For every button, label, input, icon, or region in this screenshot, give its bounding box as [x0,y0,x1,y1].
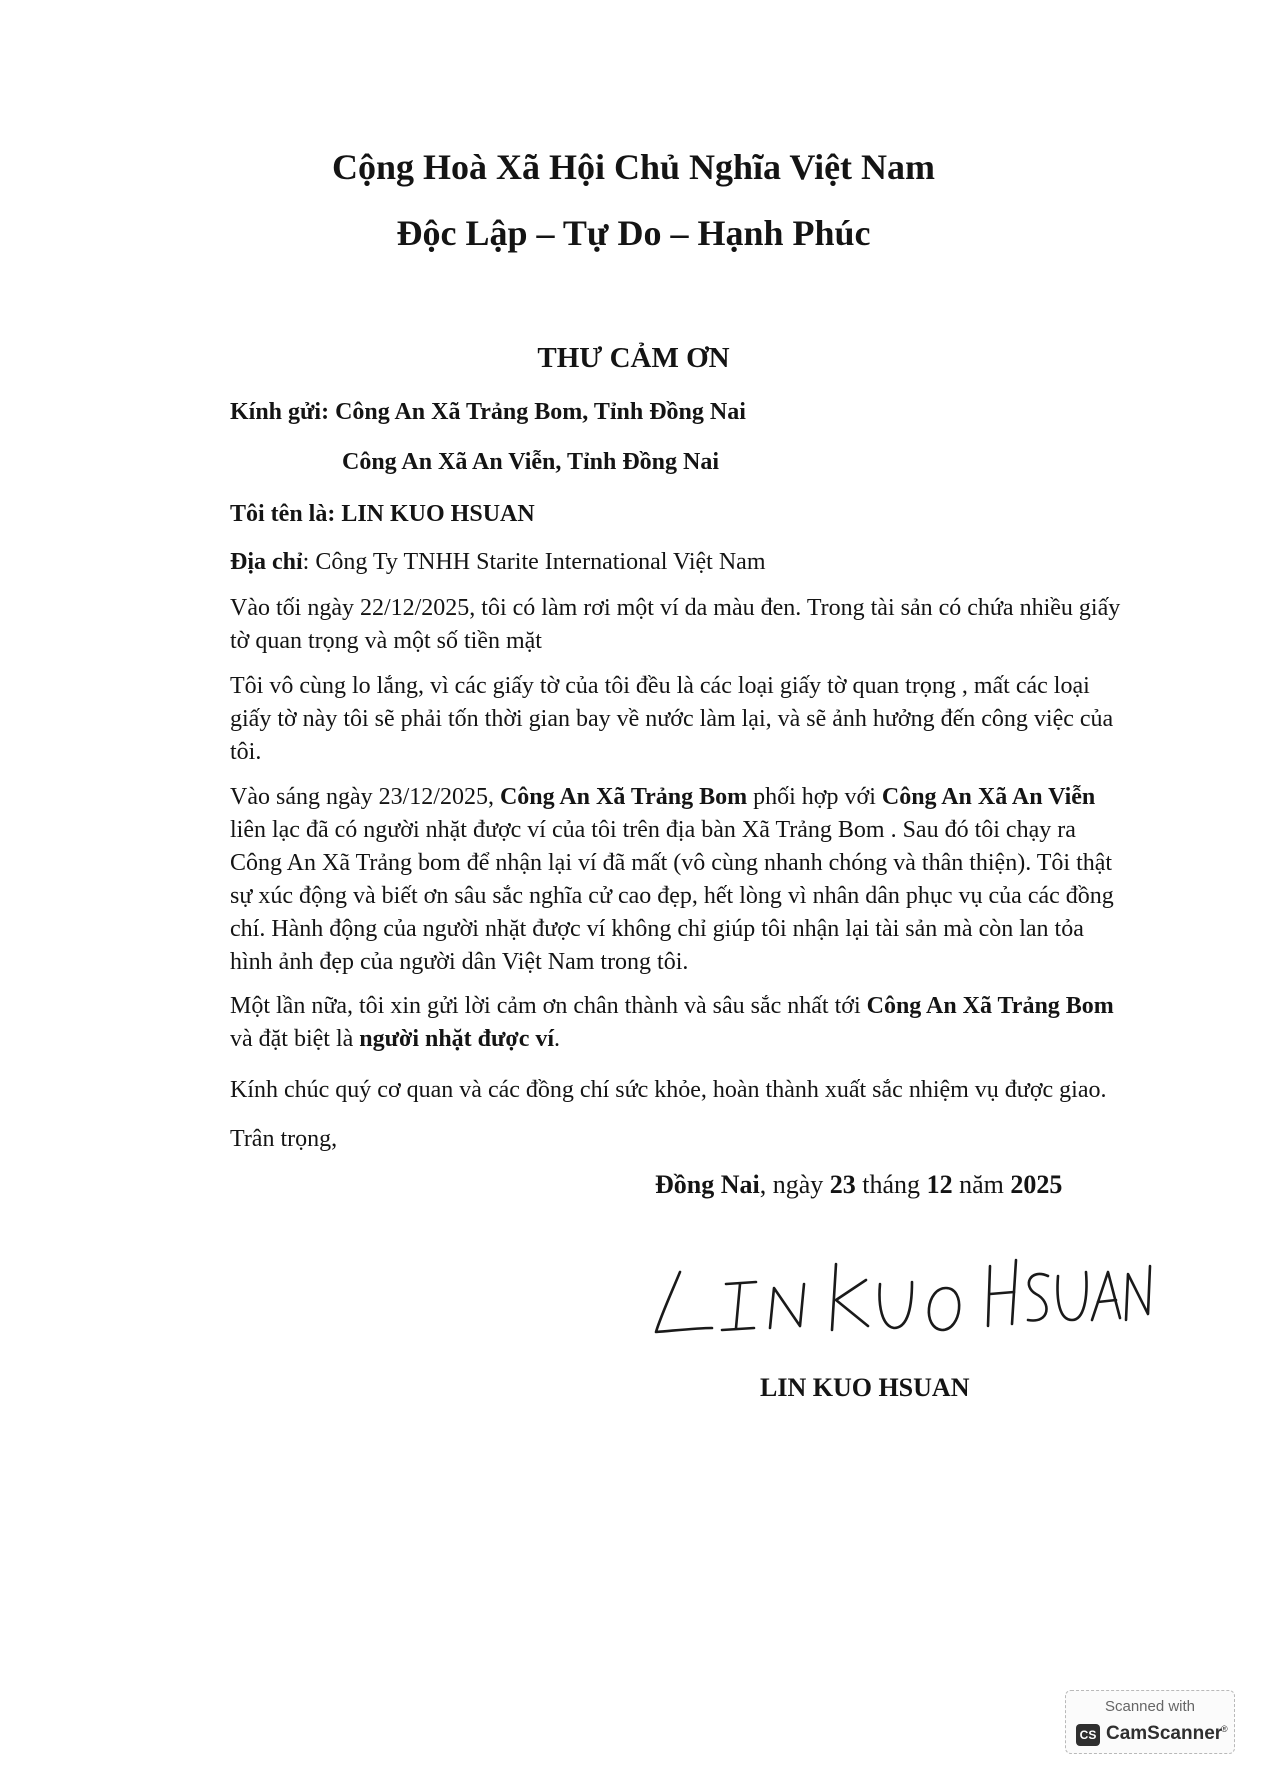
paragraph-line: Vào tối ngày 22/12/2025, tôi có làm rơi một ví da màu đen. Trong tài sản có chứa nhiều giấy [230,595,1121,621]
paragraph-line: Công An Xã Trảng bom để nhận lại ví đã mất (vô cùng nhanh chóng và thân thiện). Tôi thật [230,850,1113,876]
recipient-line-1 [230,396,746,429]
text-run: . [554,1026,561,1052]
paragraph-2 [230,670,1135,769]
paragraph-line: hình ảnh đẹp của người dân Việt Nam trong tôi. [230,949,689,975]
text-run: Một lần nữa, tôi xin gửi lời cảm ơn chân thành và sâu sắc nhất tới [230,993,867,1019]
paragraph-line: sự xúc động và biết ơn sâu sắc nghĩa cử cao đẹp, hết lòng vì nhân dân phục vụ của các đồng [230,883,1114,909]
name-label: Tôi tên là: [230,501,336,527]
registered-mark: ® [1221,1724,1228,1734]
recipient-1: Công An Xã Trảng Bom, Tỉnh Đồng Nai [335,399,746,425]
camscanner-watermark [1065,1690,1235,1754]
text-run: Vào sáng ngày 23/12/2025, [230,784,500,810]
paragraph-5: Kính chúc quý cơ quan và các đồng chí sức khỏe, hoàn thành xuất sắc nhiệm vụ được giao. [230,1077,1107,1103]
address-line [230,546,765,579]
watermark-brand: CamScanner [1106,1723,1223,1744]
bold-run: người nhặt được ví [359,1026,555,1052]
paragraph-line: tôi. [230,739,262,765]
paragraph-line: giấy tờ này tôi sẽ phải tốn thời gian bay về nước làm lại, và sẽ ảnh hưởng đến công việc của [230,706,1114,732]
date-month: 12 [926,1170,953,1199]
letter-title: THƯ CẢM ƠN [537,342,730,374]
text-run: năm [952,1170,1011,1199]
date-year: 2025 [1010,1170,1063,1199]
place-date [655,1168,1062,1201]
bold-run: Công An Xã An Viễn [881,784,1096,810]
paragraph-3 [230,781,1135,979]
text-run: tháng [855,1170,927,1199]
closing: Trân trọng, [230,1126,338,1152]
watermark-caption: Scanned with [1104,1698,1196,1715]
paragraph-4 [230,990,1135,1056]
handwritten-signature [640,1236,1160,1346]
national-title: Cộng Hoà Xã Hội Chủ Nghĩa Việt Nam [331,147,936,187]
name-line [230,498,535,531]
recipient-2: Công An Xã An Viễn, Tỉnh Đồng Nai [342,449,720,475]
paragraph-1 [230,592,1135,658]
name-value: LIN KUO HSUAN [341,501,535,527]
recipient-label: Kính gửi: [230,399,330,425]
paragraph-line: chí. Hành động của người nhặt được ví không chỉ giúp tôi nhận lại tài sản mà còn lan tỏa [230,916,1084,942]
bold-run: Công An Xã Trảng Bom [866,993,1114,1019]
paragraph-line: liên lạc đã có người nhặt được ví của tôi trên địa bàn Xã Trảng Bom . Sau đó tôi chạy ra [230,817,1076,843]
paragraph-line [230,781,1135,814]
address-label: Địa chỉ [230,549,303,575]
text-run: , ngày [759,1170,830,1199]
camscanner-logo-icon: CS [1076,1724,1100,1746]
paragraph-line [230,990,1135,1023]
bold-run: Công An Xã Trảng Bom [499,784,748,810]
date-place: Đồng Nai [655,1170,760,1199]
paragraph-line: Tôi vô cùng lo lắng, vì các giấy tờ của tôi đều là các loại giấy tờ quan trọng , mất các loại [230,673,1090,699]
address-value: : Công Ty TNHH Starite International Việt Nam [302,549,766,575]
text-run: phối hợp với [747,784,882,810]
paragraph-line: tờ quan trọng và một số tiền mặt [230,628,542,654]
date-day: 23 [829,1170,856,1199]
paragraph-line [230,1023,1135,1056]
national-motto: Độc Lập – Tự Do – Hạnh Phúc [396,213,871,253]
text-run: và đặt biệt là [230,1026,360,1052]
signer-name: LIN KUO HSUAN [760,1373,970,1402]
